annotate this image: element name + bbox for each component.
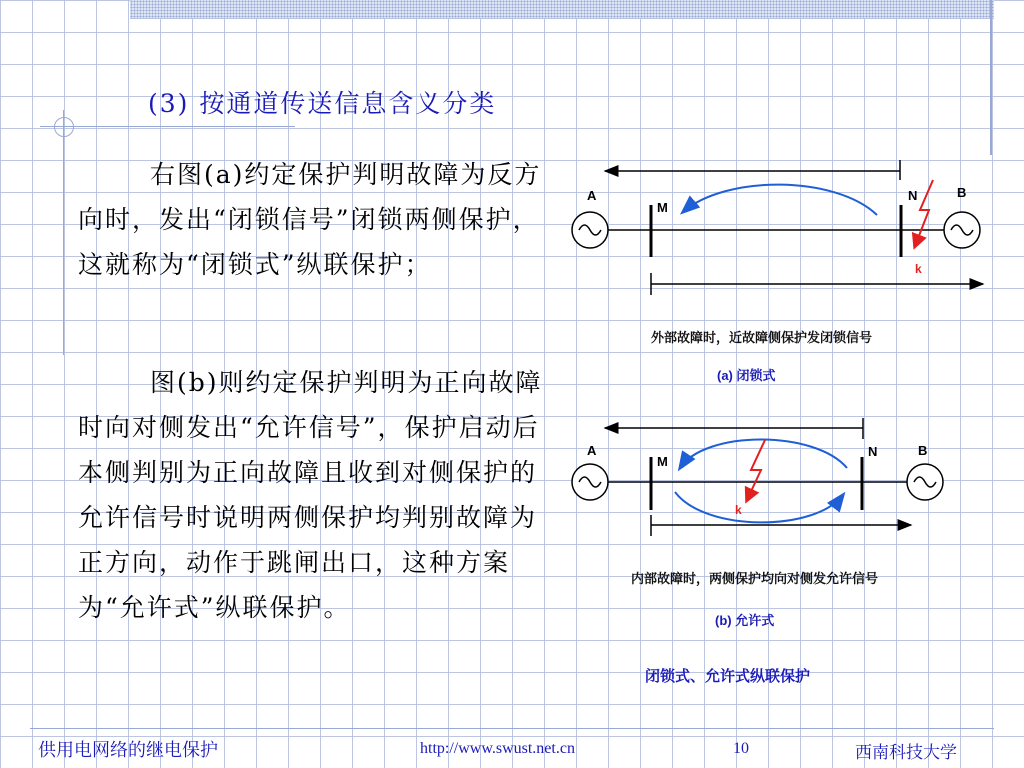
diagram-b [572,418,943,628]
b-label-N: N [868,444,878,459]
paragraph-blocking: 右图(a)约定保护判明故障为反方向时，发出“闭锁信号”闭锁两侧保护，这就称为“闭锁式”纵联保护； [78,160,542,279]
b-label-A: A [587,443,597,458]
a-label-A: A [587,188,597,203]
b-label-k: k [735,503,742,517]
circle-ornament [54,117,74,137]
b-permissive-signal-arrow-lower [675,492,843,522]
diagram-a [572,160,983,383]
b-sublabel: (b) 允许式 [715,613,775,628]
a-label-N: N [908,188,918,203]
a-label-M: M [657,200,668,215]
footer-course-name: 供用电网络的继电保护 [38,740,218,761]
footer-rule [30,728,994,729]
left-horizontal-rule [40,126,295,127]
footer-page-number: 10 [733,740,749,757]
a-label-B: B [957,185,967,200]
left-vertical-rule [63,110,64,355]
b-label-B: B [918,443,928,458]
footer-university: 西南科技大学 [855,743,957,763]
figure-svg [565,150,995,695]
paragraph-permissive: 图(b)则约定保护判明为正向故障时向对侧发出“允许信号”，保护启动后本侧判别为正向故障且收到对侧保护的允许信号时说明两侧保护均判别故障为正方向，动作于跳闸出口，这种方案为“允许式”纵联保护。 [78,368,543,622]
a-label-k: k [915,262,922,276]
figure-caption: 闭锁式、允许式纵联保护 [645,668,811,685]
a-sublabel: (a) 闭锁式 [717,368,776,383]
b-fault-lightning-icon [747,440,765,500]
a-blocking-signal-arrow [683,185,877,215]
footer-url: http://www.swust.net.cn [420,740,575,757]
a-caption: 外部故障时，近故障侧保护发闭锁信号 [651,330,873,345]
b-caption: 内部故障时，两侧保护均向对侧发允许信号 [631,571,879,586]
b-label-M: M [657,454,668,469]
a-fault-lightning-icon [915,180,933,246]
top-decorative-band [130,0,994,19]
slide-title: (3) 按通道传送信息含义分类 [148,89,497,118]
protection-figure [565,150,995,695]
right-decorative-rule [990,0,992,155]
